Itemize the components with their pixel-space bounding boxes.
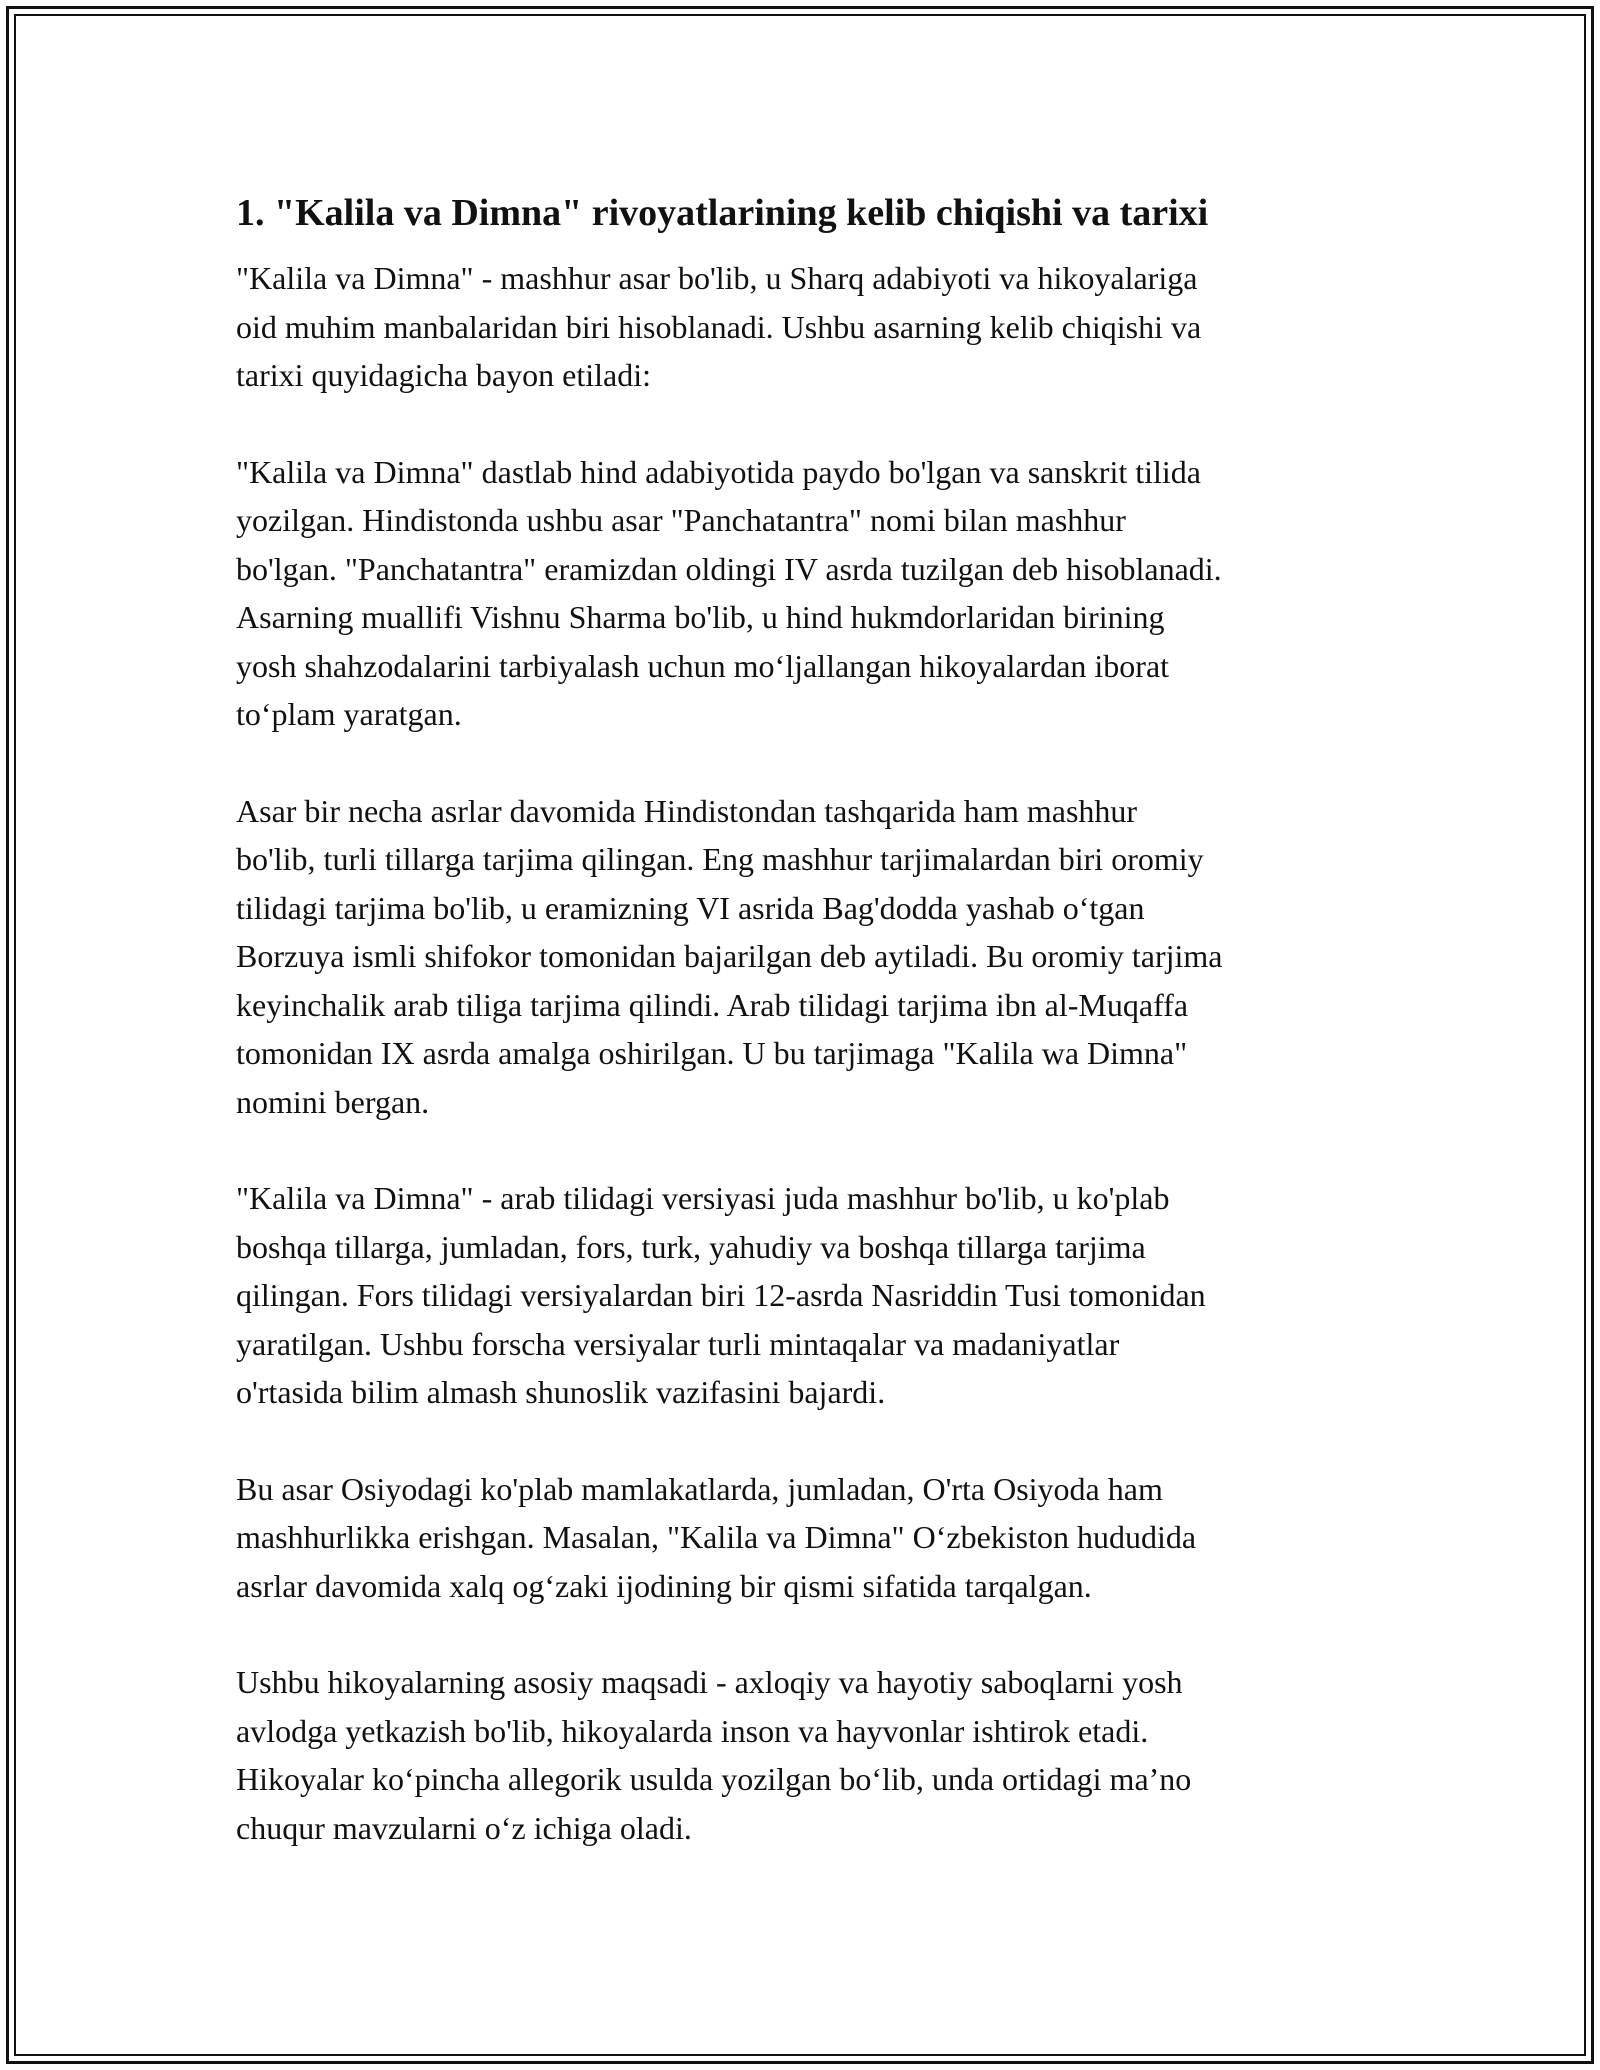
document-body — [236, 186, 1376, 1900]
paragraph-intro: "Kalila va Dimna" - mashhur asar bo'lib, u Sharq adabiyoti va hikoyalariga oid muhim manbalaridan biri hisoblanadi. Ushbu asarning kelib chiqishi va tarixi quyidagicha bayon etiladi: — [236, 260, 1202, 393]
paragraph-translations: Asar bir necha asrlar davomida Hindistondan tashqarida ham mashhur bo'lib, turli tillarga tarjima qilingan. Eng mashhur tarjimalardan biri oromiy tilidagi tarjima bo'lib, u eramizning VI asrida Bag'dodda yashab o‘tgan Borzuya ismli shifokor tomonidan bajarilgan deb aytiladi. Bu oromiy tarjima keyinchalik arab tiliga tarjima qilindi. Arab tilidagi tarjima ibn al-Muqaffa tomonidan IX asrda amalga oshirilgan. U bu tarjimaga "Kalila wa Dimna" nomini bergan. — [236, 792, 1223, 1120]
paragraph-origin: "Kalila va Dimna" dastlab hind adabiyotida paydo bo'lgan va sanskrit tilida yozilgan. Hindistonda ushbu asar "Panchatantra" nomi bilan mashhur bo'lgan. "Panchatantra" eramizdan oldingi IV asrda tuzilgan deb hisoblanadi. Asarning muallifi Vishnu Sharma bo'lib, u hind hukmdorlaridan birining yosh shahzodalarini tarbiyalash uchun mo‘ljallangan hikoyalardan iborat to‘plam yaratgan. — [236, 453, 1222, 732]
paragraph-central-asia: Bu asar Osiyodagi ko'plab mamlakatlarda, jumladan, O'rta Osiyoda ham mashhurlikka erishgan. Masalan, "Kalila va Dimna" O‘zbekiston hududida asrlar davomida xalq og‘zaki ijodining bir qismi sifatida tarqalgan. — [236, 1470, 1197, 1604]
paragraph-arabic-version: "Kalila va Dimna" - arab tilidagi versiyasi juda mashhur bo'lib, u ko'plab boshqa tillarga, jumladan, fors, turk, yahudiy va boshqa tillarga tarjima qilingan. Fors tilidagi versiyalardan biri 12-asrda Nasriddin Tusi tomonidan yaratilgan. Ushbu forscha versiyalar turli mintaqalar va madaniyatlar o'rtasida bilim almash shunoslik vazifasini bajardi. — [236, 1180, 1206, 1410]
section-heading: 1. "Kalila va Dimna" rivoyatlarining kelib chiqishi va tarixi — [236, 192, 1209, 234]
paragraph-purpose: Ushbu hikoyalarning asosiy maqsadi - axloqiy va hayotiy saboqlarni yosh avlodga yetkazish bo'lib, hikoyalarda inson va hayvonlar ishtirok etadi. Hikoyalar ko‘pincha allegorik usulda yozilgan bo‘lib, unda ortidagi ma’no chuqur mavzularni o‘z ichiga oladi. — [236, 1664, 1192, 1846]
